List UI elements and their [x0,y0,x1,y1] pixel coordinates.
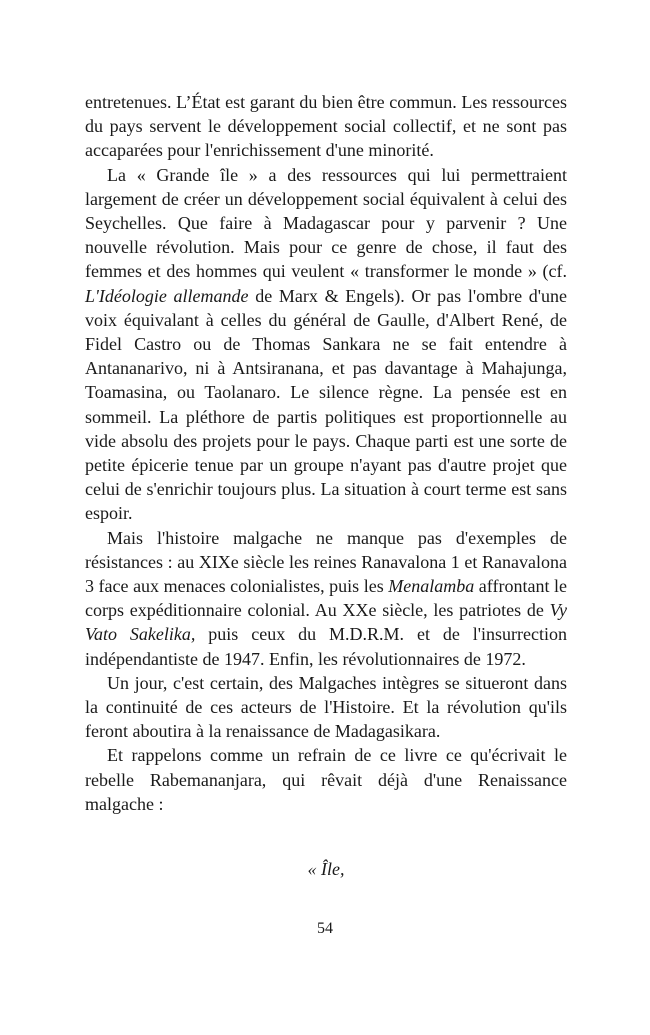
poem-opening-line: « Île, [307,859,345,879]
paragraph [85,90,567,163]
text-segment: puis ceux du M.D.R.M. et de l'insurrection indépendantiste de 1947. Enfin, les révolutionnaires de 1972. [85,624,567,669]
text-segment: de Marx & Engels). Or pas l'ombre d'une voix équivalant à celles du général de Gaulle, d'Albert René, de Fidel Castro ou de Thomas Sankara ne se fait entendre à Antananarivo, ni à Antsiranana, et pas davantage à Mahajunga, Toamasina, ou Taolanaro. Le silence règne. La pensée est en sommeil. La pléthore de partis politiques est proportionnelle au vide absolu des projets pour le pays. Chaque parti est une sorte de petite épicerie tenue par un groupe n'ayant pas d'autre projet que celui de s'enrichir toujours plus. La situation à court terme est sans espoir. [85,285,567,524]
italic-text-segment: Vy Vato Sakelika, [85,600,567,645]
text-segment: La « Grande île » a des ressources qui lui permettraient largement de créer un développement social équivalent à celui des Seychelles. Que faire à Madagascar pour y parvenir ? Une nouvelle révolution. Mais pour ce genre de chose, il faut des femmes et des hommes qui veulent « transformer le monde » (cf. [85,164,567,282]
text-segment: Mais l'histoire malgache ne manque pas d'exemples de résistances : au XIXe siècle les reines Ranavalona 1 et Ranavalona 3 face aux menaces colonialistes, puis les [85,527,567,597]
italic-text-segment: L'Idéologie allemande [85,285,249,306]
paragraph [85,163,567,526]
text-segment: entretenues. L’État est garant du bien être commun. Les ressources du pays servent le développement social collectif, et ne sont pas accaparées pour l'enrichissement d'une minorité. [85,92,567,161]
paragraph [85,671,567,744]
text-segment: Un jour, c'est certain, des Malgaches intègres se situeront dans la continuité de ces acteurs de l'Histoire. Et la révolution qu'ils feront aboutira à la renaissance de Madagasikara. [85,672,567,742]
text-segment: affrontant le corps expéditionnaire colonial. Au XXe siècle, les patriotes de [85,576,567,621]
italic-text-segment: Menalamba [388,576,475,597]
paragraph [85,743,567,816]
body-text [85,90,567,816]
paragraph [85,526,567,671]
page-number: 54 [317,920,333,937]
text-segment: Et rappelons comme un refrain de ce livre ce qu'écrivait le rebelle Rabemananjara, qui rêvait déjà d'une Renaissance malgache : [85,745,567,814]
